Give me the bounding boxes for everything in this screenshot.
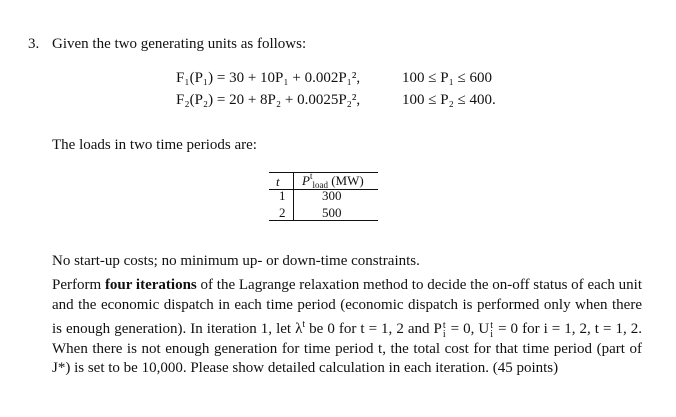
task-text: = 0 for i = 1, 2, t = 1, 2. When there is not enough generation for time period t, the total cost for that time period (part of J*) is set to be 10,000. Please show detailed calculation in each iteration. (45 points): [52, 321, 642, 376]
task-text: be 0 for t = 1, 2 and P: [305, 321, 442, 337]
task-superscript: t: [490, 319, 494, 331]
table-column-divider: [293, 172, 294, 220]
table-header-period: t: [276, 174, 280, 189]
cost-equation-unit-2: F₂(P₂) = 20 + 8P₂ + 0.0025P₂²,: [176, 92, 361, 108]
load-subscript: load: [312, 180, 328, 190]
task-paragraph: [52, 276, 642, 379]
cost-equation-unit-1: F₁(P₁) = 30 + 10P₁ + 0.002P₁²,: [176, 70, 361, 86]
limit-range-unit-1: 100 ≤ P₁ ≤ 600: [402, 70, 493, 86]
problem-intro: Given the two generating units as follows:: [52, 36, 307, 52]
table-cell-period: 2: [279, 205, 286, 220]
table-cell-load: 300: [322, 188, 342, 203]
task-text: = 0, U: [446, 321, 490, 337]
task-emphasis: four iterations: [104, 277, 197, 293]
task-subscript: i: [490, 328, 494, 340]
load-superscript: t: [309, 171, 313, 181]
load-symbol: P: [302, 173, 310, 188]
load-unit: (MW): [331, 173, 364, 188]
task-text: Perform: [52, 277, 105, 293]
constraints-note: No start-up costs; no minimum up- or down-time constraints.: [52, 253, 420, 269]
task-superscript: t: [302, 319, 306, 330]
task-subscript: i: [442, 328, 446, 340]
limit-range-unit-2: 100 ≤ P₂ ≤ 400.: [402, 92, 496, 108]
loads-intro: The loads in two time periods are:: [52, 137, 257, 153]
table-header-load: [302, 173, 364, 189]
table-cell-period: 1: [279, 188, 286, 203]
problem-number: 3.: [28, 36, 40, 52]
task-text: of the Lagrange relaxation method to decide the on-off status of each unit and the economic dispatch in each time period (economic dispatch is performed only when there is enough generation). In iteration 1, let λ: [52, 277, 643, 337]
table-cell-load: 500: [322, 205, 342, 220]
task-superscript: t: [442, 319, 446, 331]
